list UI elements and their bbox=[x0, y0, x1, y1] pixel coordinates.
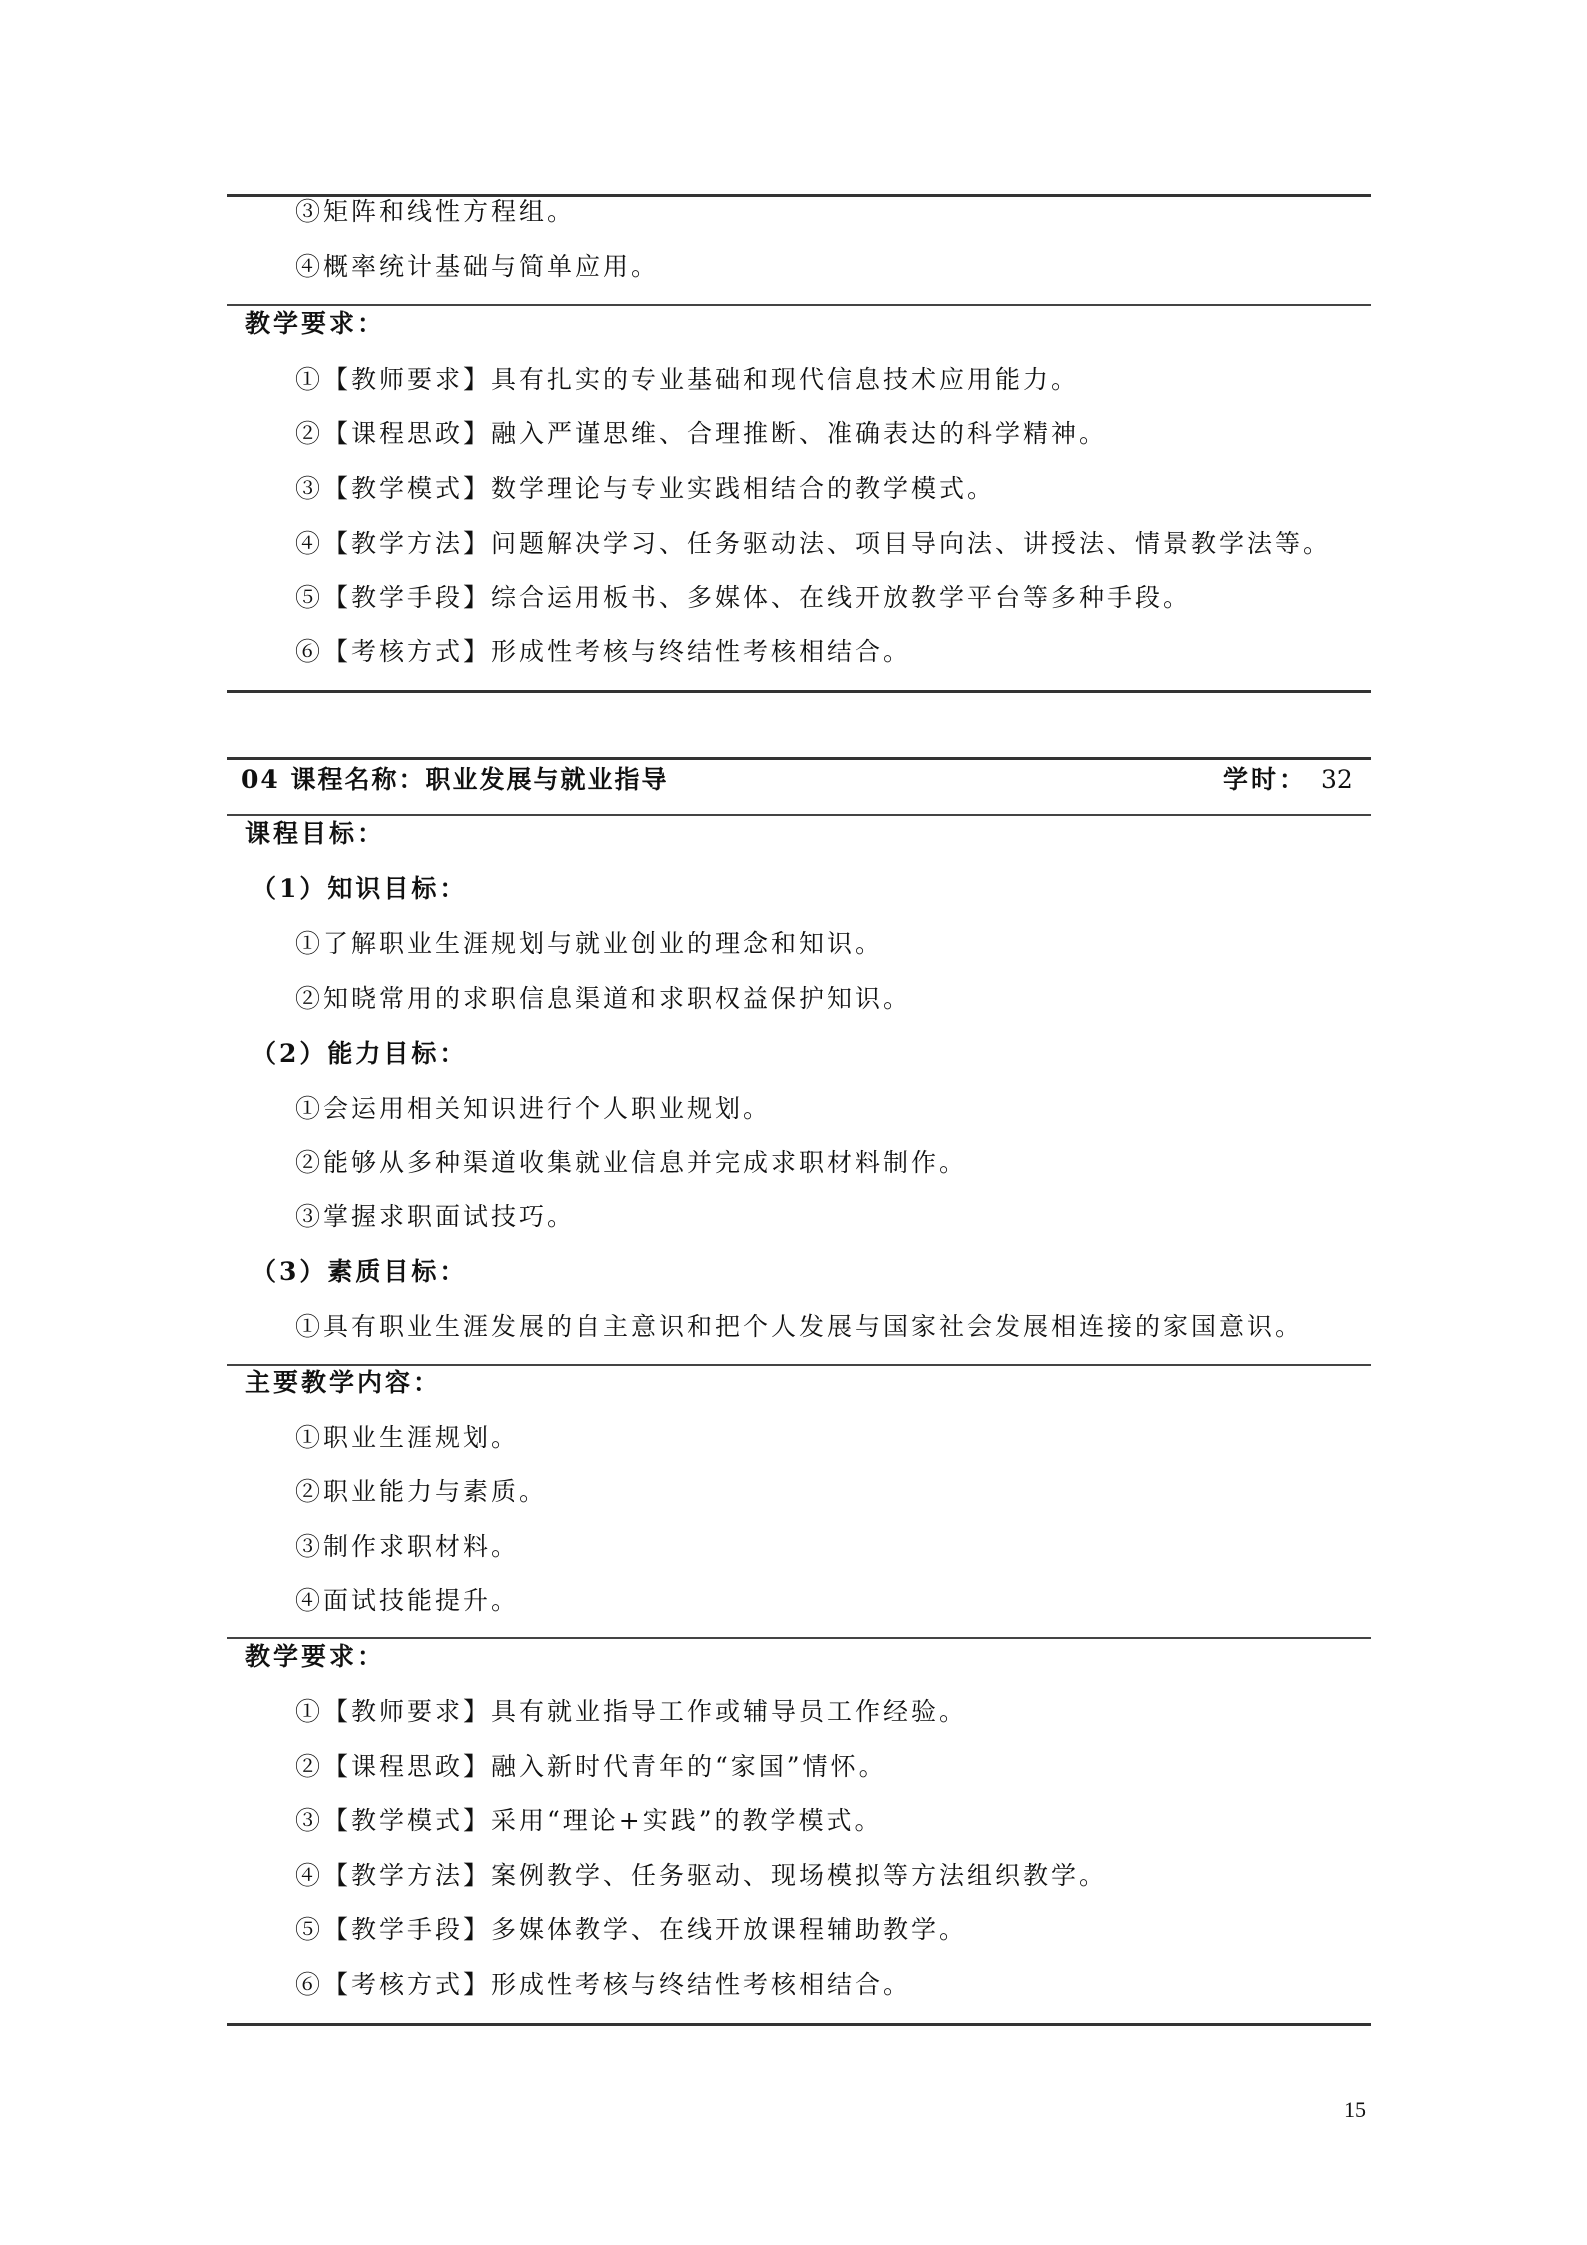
hours-value: 32 bbox=[1321, 765, 1353, 794]
requirement-item: ⑤【教学手段】综合运用板书、多媒体、在线开放教学平台等多种手段。 bbox=[295, 583, 1192, 612]
requirement-item: ⑥【考核方式】形成性考核与终结性考核相结合。 bbox=[295, 637, 912, 666]
content-label: 主要教学内容： bbox=[245, 1368, 442, 1397]
ability-item: ②能够从多种渠道收集就业信息并完成求职材料制作。 bbox=[295, 1148, 968, 1177]
quality-item: ①具有职业生涯发展的自主意识和把个人发展与国家社会发展相连接的家国意识。 bbox=[295, 1312, 1304, 1341]
content-item: ①职业生涯规划。 bbox=[295, 1423, 520, 1452]
requirement-item: ⑥【考核方式】形成性考核与终结性考核相结合。 bbox=[295, 1970, 912, 1999]
page-number: 15 bbox=[1344, 2097, 1366, 2122]
course-title: 04 课程名称：职业发展与就业指导 bbox=[241, 765, 669, 794]
knowledge-item: ①了解职业生涯规划与就业创业的理念和知识。 bbox=[295, 929, 884, 958]
requirement-item: ①【教师要求】具有扎实的专业基础和现代信息技术应用能力。 bbox=[295, 365, 1080, 394]
requirement-item: ①【教师要求】具有就业指导工作或辅导员工作经验。 bbox=[295, 1697, 968, 1726]
objectives-label: 课程目标： bbox=[245, 819, 386, 848]
ability-label: （2）能力目标： bbox=[251, 1039, 468, 1068]
requirements-label: 教学要求： bbox=[245, 1642, 386, 1671]
course-table-04 bbox=[227, 0, 1371, 2040]
quality-label: （3）素质目标： bbox=[251, 1257, 468, 1286]
table-bottom-rule bbox=[227, 2023, 1371, 2026]
requirement-item: ③【教学模式】数学理论与专业实践相结合的教学模式。 bbox=[295, 474, 996, 503]
requirement-item: ②【课程思政】融入严谨思维、合理推断、准确表达的科学精神。 bbox=[295, 419, 1108, 448]
requirement-item: ④【教学方法】问题解决学习、任务驱动法、项目导向法、讲授法、情景教学法等。 bbox=[295, 529, 1332, 558]
knowledge-label: （1）知识目标： bbox=[251, 874, 468, 903]
requirements-label: 教学要求： bbox=[245, 309, 386, 338]
table-top-rule bbox=[227, 757, 1371, 760]
content-item: ④面试技能提升。 bbox=[295, 1586, 520, 1615]
header-divider bbox=[227, 814, 1371, 816]
requirement-item: ④【教学方法】案例教学、任务驱动、现场模拟等方法组织教学。 bbox=[295, 1861, 1108, 1890]
ability-item: ①会运用相关知识进行个人职业规划。 bbox=[295, 1094, 772, 1123]
content-item: ②职业能力与素质。 bbox=[295, 1477, 548, 1506]
section-divider bbox=[227, 1364, 1371, 1366]
requirement-item: ③【教学模式】采用“理论+实践”的教学模式。 bbox=[295, 1806, 883, 1835]
hours-label: 学时： bbox=[1223, 765, 1308, 794]
requirement-item: ②【课程思政】融入新时代青年的“家国”情怀。 bbox=[295, 1752, 887, 1781]
content-item: ④概率统计基础与简单应用。 bbox=[295, 252, 660, 281]
knowledge-item: ②知晓常用的求职信息渠道和求职权益保护知识。 bbox=[295, 984, 912, 1013]
content-item: ③制作求职材料。 bbox=[295, 1532, 520, 1561]
content-item: ③矩阵和线性方程组。 bbox=[295, 197, 576, 226]
ability-item: ③掌握求职面试技巧。 bbox=[295, 1202, 576, 1231]
requirement-item: ⑤【教学手段】多媒体教学、在线开放课程辅助教学。 bbox=[295, 1915, 968, 1944]
section-divider bbox=[227, 1637, 1371, 1639]
